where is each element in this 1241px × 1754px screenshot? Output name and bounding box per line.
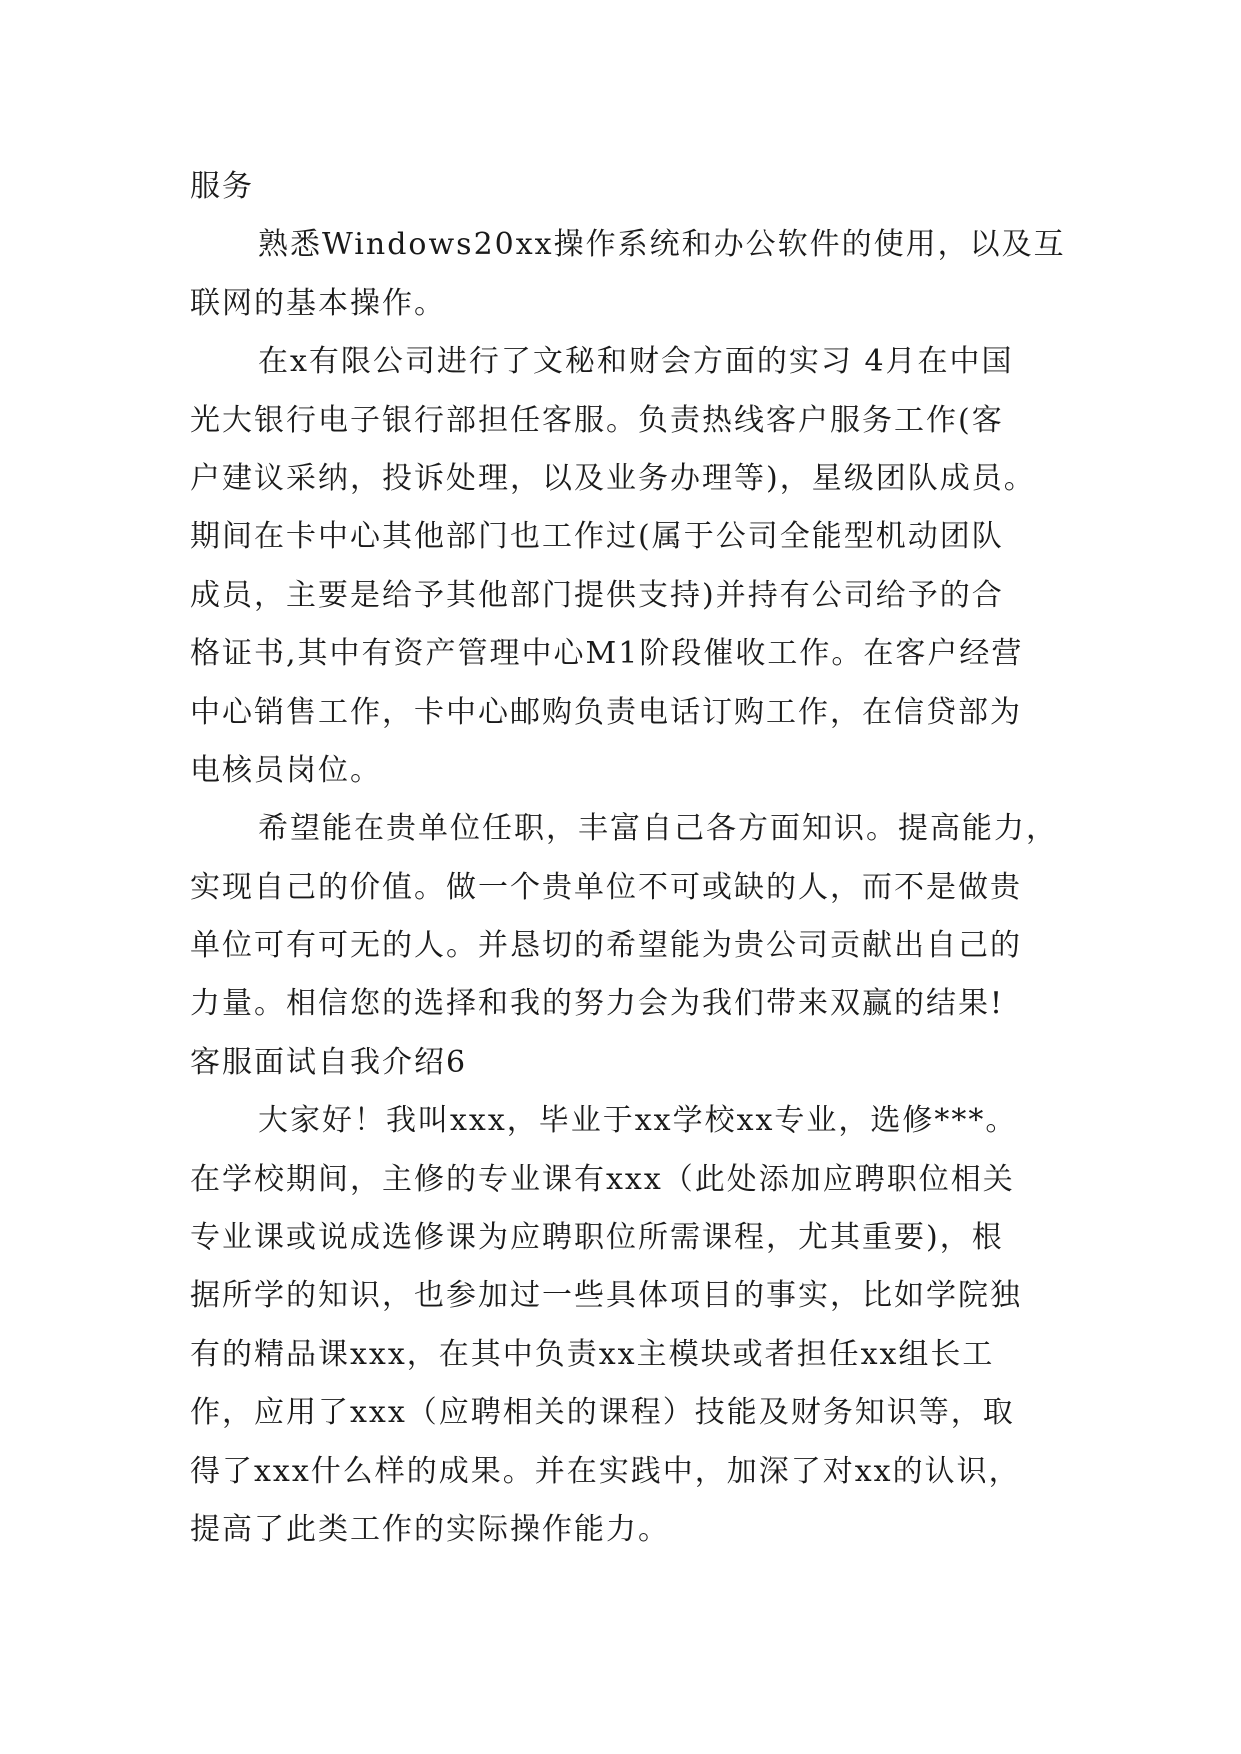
text-line: 在x有限公司进行了文秘和财会方面的实习 4月在中国 [258,344,1014,380]
text-line: 服务 [190,169,254,204]
text-line: 大家好！我叫xxx，毕业于xx学校xx专业，选修***。 [258,1103,1018,1139]
text-line: 实现自己的价值。做一个贵单位不可或缺的人，而不是做贵 [190,869,1022,905]
text-line: 联网的基本操作。 [190,285,446,321]
text-line: 专业课或说成选修课为应聘职位所需课程，尤其重要)，根 [190,1220,1004,1256]
text-line: 中心销售工作，卡中心邮购负责电话订购工作，在信贷部为 [190,694,1022,730]
text-line: 期间在卡中心其他部门也工作过(属于公司全能型机动团队 [190,519,1004,555]
text-line: 单位可有可无的人。并恳切的希望能为贵公司贡献出自己的 [190,928,1022,964]
text-line: 在学校期间，主修的专业课有xxx（此处添加应聘职位相关 [190,1161,1015,1197]
text-line: 作，应用了xxx（应聘相关的课程）技能及财务知识等，取 [190,1395,1015,1431]
text-line: 力量。相信您的选择和我的努力会为我们带来双赢的结果! [190,986,1005,1022]
text-line: 电核员岗位。 [190,752,382,788]
text-line: 成员，主要是给予其他部门提供支持)并持有公司给予的合 [190,577,1004,613]
text-line: 得了xxx什么样的成果。并在实践中，加深了对xx的认识， [190,1453,1021,1489]
text-line: 有的精品课xxx，在其中负责xx主模块或者担任xx组长工 [190,1336,995,1372]
section-heading: 客服面试自我介绍6 [190,1044,468,1080]
text-line: 熟悉Windows20xx操作系统和办公软件的使用，以及互 [258,227,1066,263]
text-line: 光大银行电子银行部担任客服。负责热线客户服务工作(客 [190,402,1004,438]
document-body [190,158,1066,1559]
text-line: 据所学的知识，也参加过一些具体项目的事实，比如学院独 [190,1278,1022,1314]
text-line: 格证书,其中有资产管理中心M1阶段催收工作。在客户经营 [190,636,1024,672]
text-line: 户建议采纳，投诉处理，以及业务办理等)，星级团队成员。 [190,460,1036,496]
text-line: 希望能在贵单位任职，丰富自己各方面知识。提高能力， [258,811,1058,847]
text-line: 提高了此类工作的实际操作能力。 [190,1511,670,1547]
